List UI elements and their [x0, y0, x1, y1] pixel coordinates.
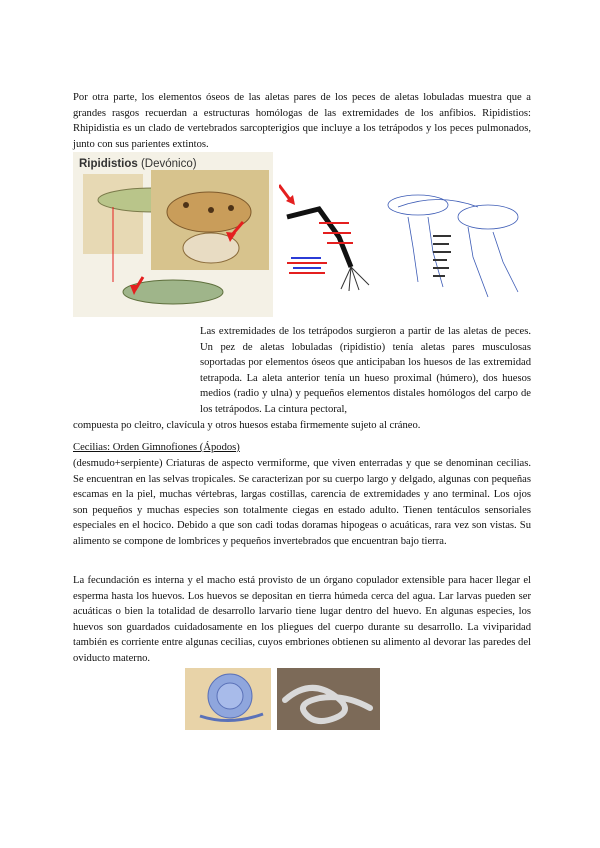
caecilian-description: (desmudo+serpiente) Criaturas de aspecto vermiforme, que viven enterradas y que se denominan cecilias. Se encuentran en las selvas tropicales. Se caracterizan por su cuerpo largo y delgado, algunas con pequeñas escamas en la piel, muchas vértebras, largas costillas, carencia de extremidades y ano terminal. Los ojos son pequeños y muchas especies son totalmente ciegas en estado adulto. Tienen tentáculos sensoriales especiales en el hocico. Debido a que son cadi todas doramas hipogeas o acuáticas, rara vez son vistas. Su alimento se compone de lombrices y pequeños invertebrados que encuentran bajo tierra.	[73, 458, 531, 547]
limb-origin-continued: compuesta po cleitro, clavícula y otros huesos estaba firmemente sujeto al cráneo.	[73, 420, 421, 431]
limb-origin-paragraph: Las extremidades de los tetrápodos surgieron a partir de las aletas de peces. Un pez de aletas lobuladas (ripidistio) tenía aletas pares musculosas soportadas por elementos óseos que anticipaban los huesos de las extremidad tetrapoda. La aleta anterior tenía un hueso proximal (húmero), dos huesos medios (radio y ulna) y pequeños elementos distales homólogos del carpo de los tetrápodos. La cintura pectoral,	[200, 326, 531, 415]
figure-title-period: (Devónico)	[137, 158, 197, 170]
intro-paragraph: Por otra parte, los elementos óseos de las aletas pares de los peces de aletas lobuladas muestra que a grandes rasgos recuerdan a estructuras homólogas de las extremidades de los anfibios. Ripidistios: Rhipidistia es un clado de vertebrados sarcopterigios que incluye a los tetrápodos y los peces pulmonados, junto con sus parientes extintos.	[73, 92, 531, 150]
black-labels	[433, 235, 451, 277]
caecilian-images	[185, 668, 380, 730]
figure-title	[79, 158, 197, 170]
caecilian-reproduction: La fecundación es interna y el macho está provisto de un órgano copulador extensible para hacer llegar el esperma hasta los huevos. Los huevos se depositan en tierra húmeda cerca del agua. Lar larvas pueden ser acuáticas o bien la totalidad de desarrollo larvario tiene lugar dentro del huevo. En algunas especies, los huevos son guardados cuidadosamente en los pliegues del cuerpo durante su desarrollo. La viviparidad también es corriente entre algunas cecilias, cuyos embriones obtienen su alimento al devorar las paredes del oviducto materno.	[73, 575, 531, 664]
fossil-panel	[151, 170, 269, 270]
limb-bones-diagram	[279, 177, 379, 297]
fossil-illustration	[151, 170, 269, 270]
caecilian-photos	[185, 668, 380, 735]
section-heading: Cecilias: Orden Gimnofiones (Ápodos)	[73, 442, 240, 453]
coiled-egg-mass-inner	[217, 683, 243, 709]
fossil-spot	[183, 202, 189, 208]
homology-illustration	[378, 187, 533, 312]
rhipidistia-figure	[73, 152, 533, 317]
fossil-spot	[228, 205, 234, 211]
fossil-spot	[208, 207, 214, 213]
figure-title-main: Ripidistios	[79, 158, 138, 170]
homology-diagram	[378, 187, 533, 312]
blue-sketch	[388, 195, 518, 297]
limb-bones-illustration	[279, 177, 379, 297]
